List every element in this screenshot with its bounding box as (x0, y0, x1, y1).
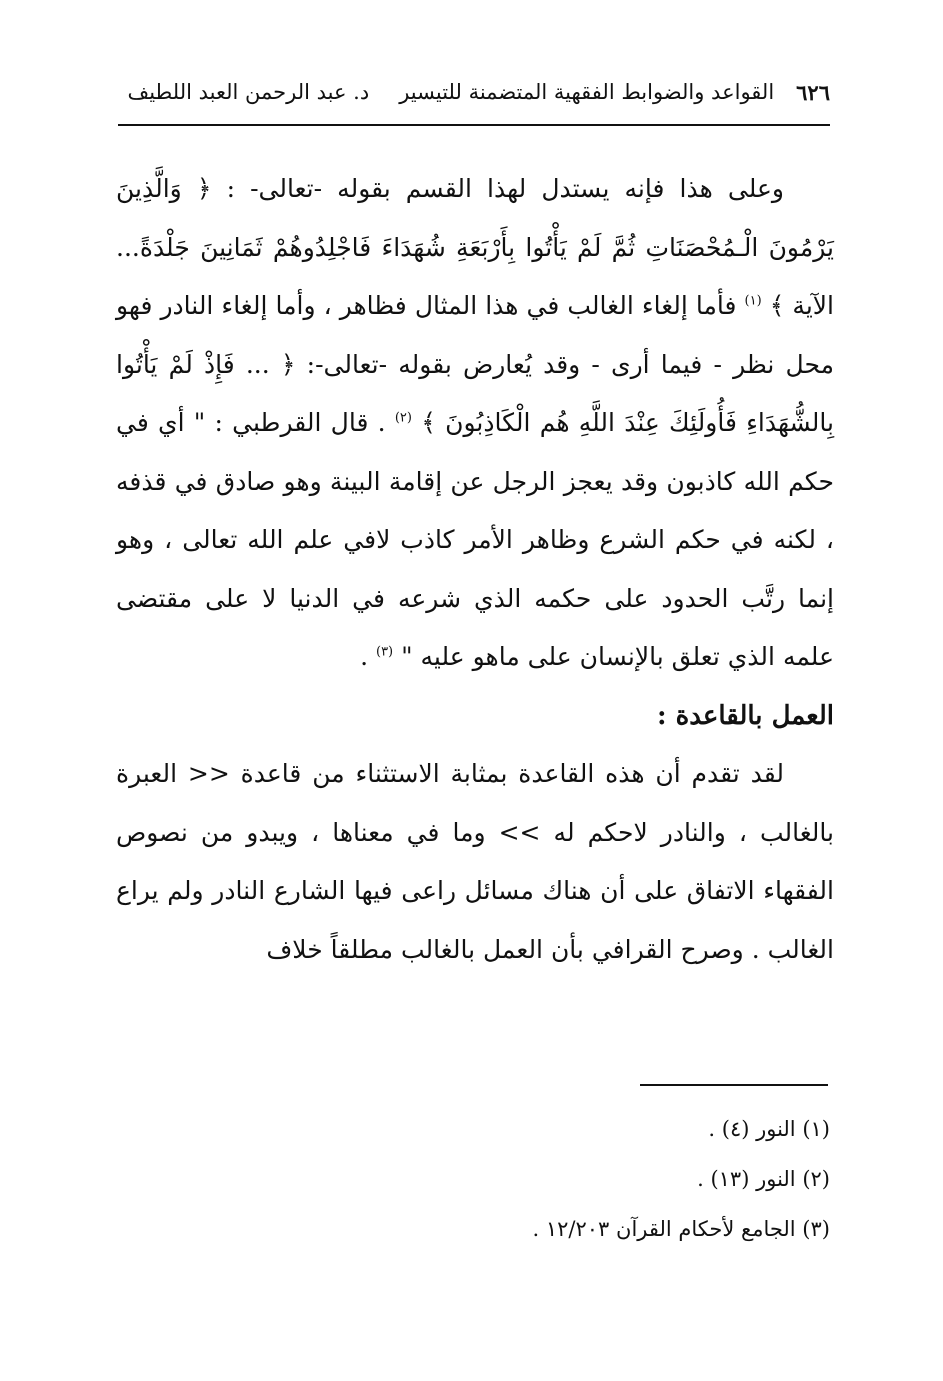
paragraph-1 (116, 160, 834, 687)
paragraph-1-text-c: . قال القرطبي : " أي في حكم الله كاذبون وقد يعجز الرجل عن إقامة البينة وهو صادق في قذفه ، لكنه في حكم الشرع وظاهر الأمر كاذب لافي علم الله تعالى ، وهو إنما رتَّب الحدود على حكمه الذي شرعه في الدنيا لا على مقتضى علمه الذي تعلق بالإنسان على ماهو عليه " (116, 408, 834, 671)
author-name: د. عبد الرحمن العبد اللطيف (127, 80, 370, 104)
main-text (116, 160, 834, 979)
footnote-ref-3: (٣) (375, 644, 394, 660)
header-rule (118, 124, 830, 126)
footnote-3: (٣) الجامع لأحكام القرآن ١٢/٢٠٣ . (532, 1217, 830, 1241)
footnote-1: (١) النور (٤) . (708, 1117, 830, 1141)
footnote-ref-2: (٢) (394, 410, 412, 426)
section-heading: العمل بالقاعدة : (656, 700, 834, 731)
footnote-ref-1: (١) (744, 293, 762, 309)
paragraph-2: لقد تقدم أن هذه القاعدة بمثابة الاستثناء من قاعدة << العبرة بالغالب ، والنادر لاحكم له >> وما في معناها ، ويبدو من نصوص الفقهاء الاتفاق على أن هناك مسائل راعى فيها الشارع النادر ولم يراع الغالب . وصرح القرافي بأن العمل بالغالب مطلقاً خلاف (116, 759, 834, 964)
paragraph-1-text-a: وعلى هذا فإنه يستدل لهذا القسم بقوله -تعالى- : ﴿ وَالَّذِينَ يَرْمُونَ الْـمُحْصَنَاتِ ثُمَّ لَمْ يَأْتُوا بِأَرْبَعَةِ شُهَدَاءَ فَاجْلِدُوهُمْ ثَمَانِينَ جَلْدَةً... الآية ﴾ (116, 174, 835, 320)
book-title: القواعد والضوابط الفقهية المتضمنة للتيسير (399, 80, 775, 104)
footnote-separator (640, 1084, 828, 1086)
paragraph-1-text-d: . (360, 642, 376, 671)
footnotes (300, 1114, 830, 1264)
footnote-2: (٢) النور (١٣) . (697, 1167, 830, 1191)
paragraph-1-text-b: فأما إلغاء الغالب في هذا المثال فظاهر ، وأما إلغاء النادر فهو محل نظر - فيما أرى - وقد يُعارض بقوله -تعالى-: ﴿ ... فَإِذْ لَمْ يَأْتُوا بِالشُّهَدَاءِ فَأُولَئِكَ عِنْدَ اللَّهِ هُم الْكَاذِبُونَ ﴾ (116, 291, 834, 437)
running-header (118, 72, 830, 112)
page-number: ٦٢٦ (796, 79, 830, 105)
